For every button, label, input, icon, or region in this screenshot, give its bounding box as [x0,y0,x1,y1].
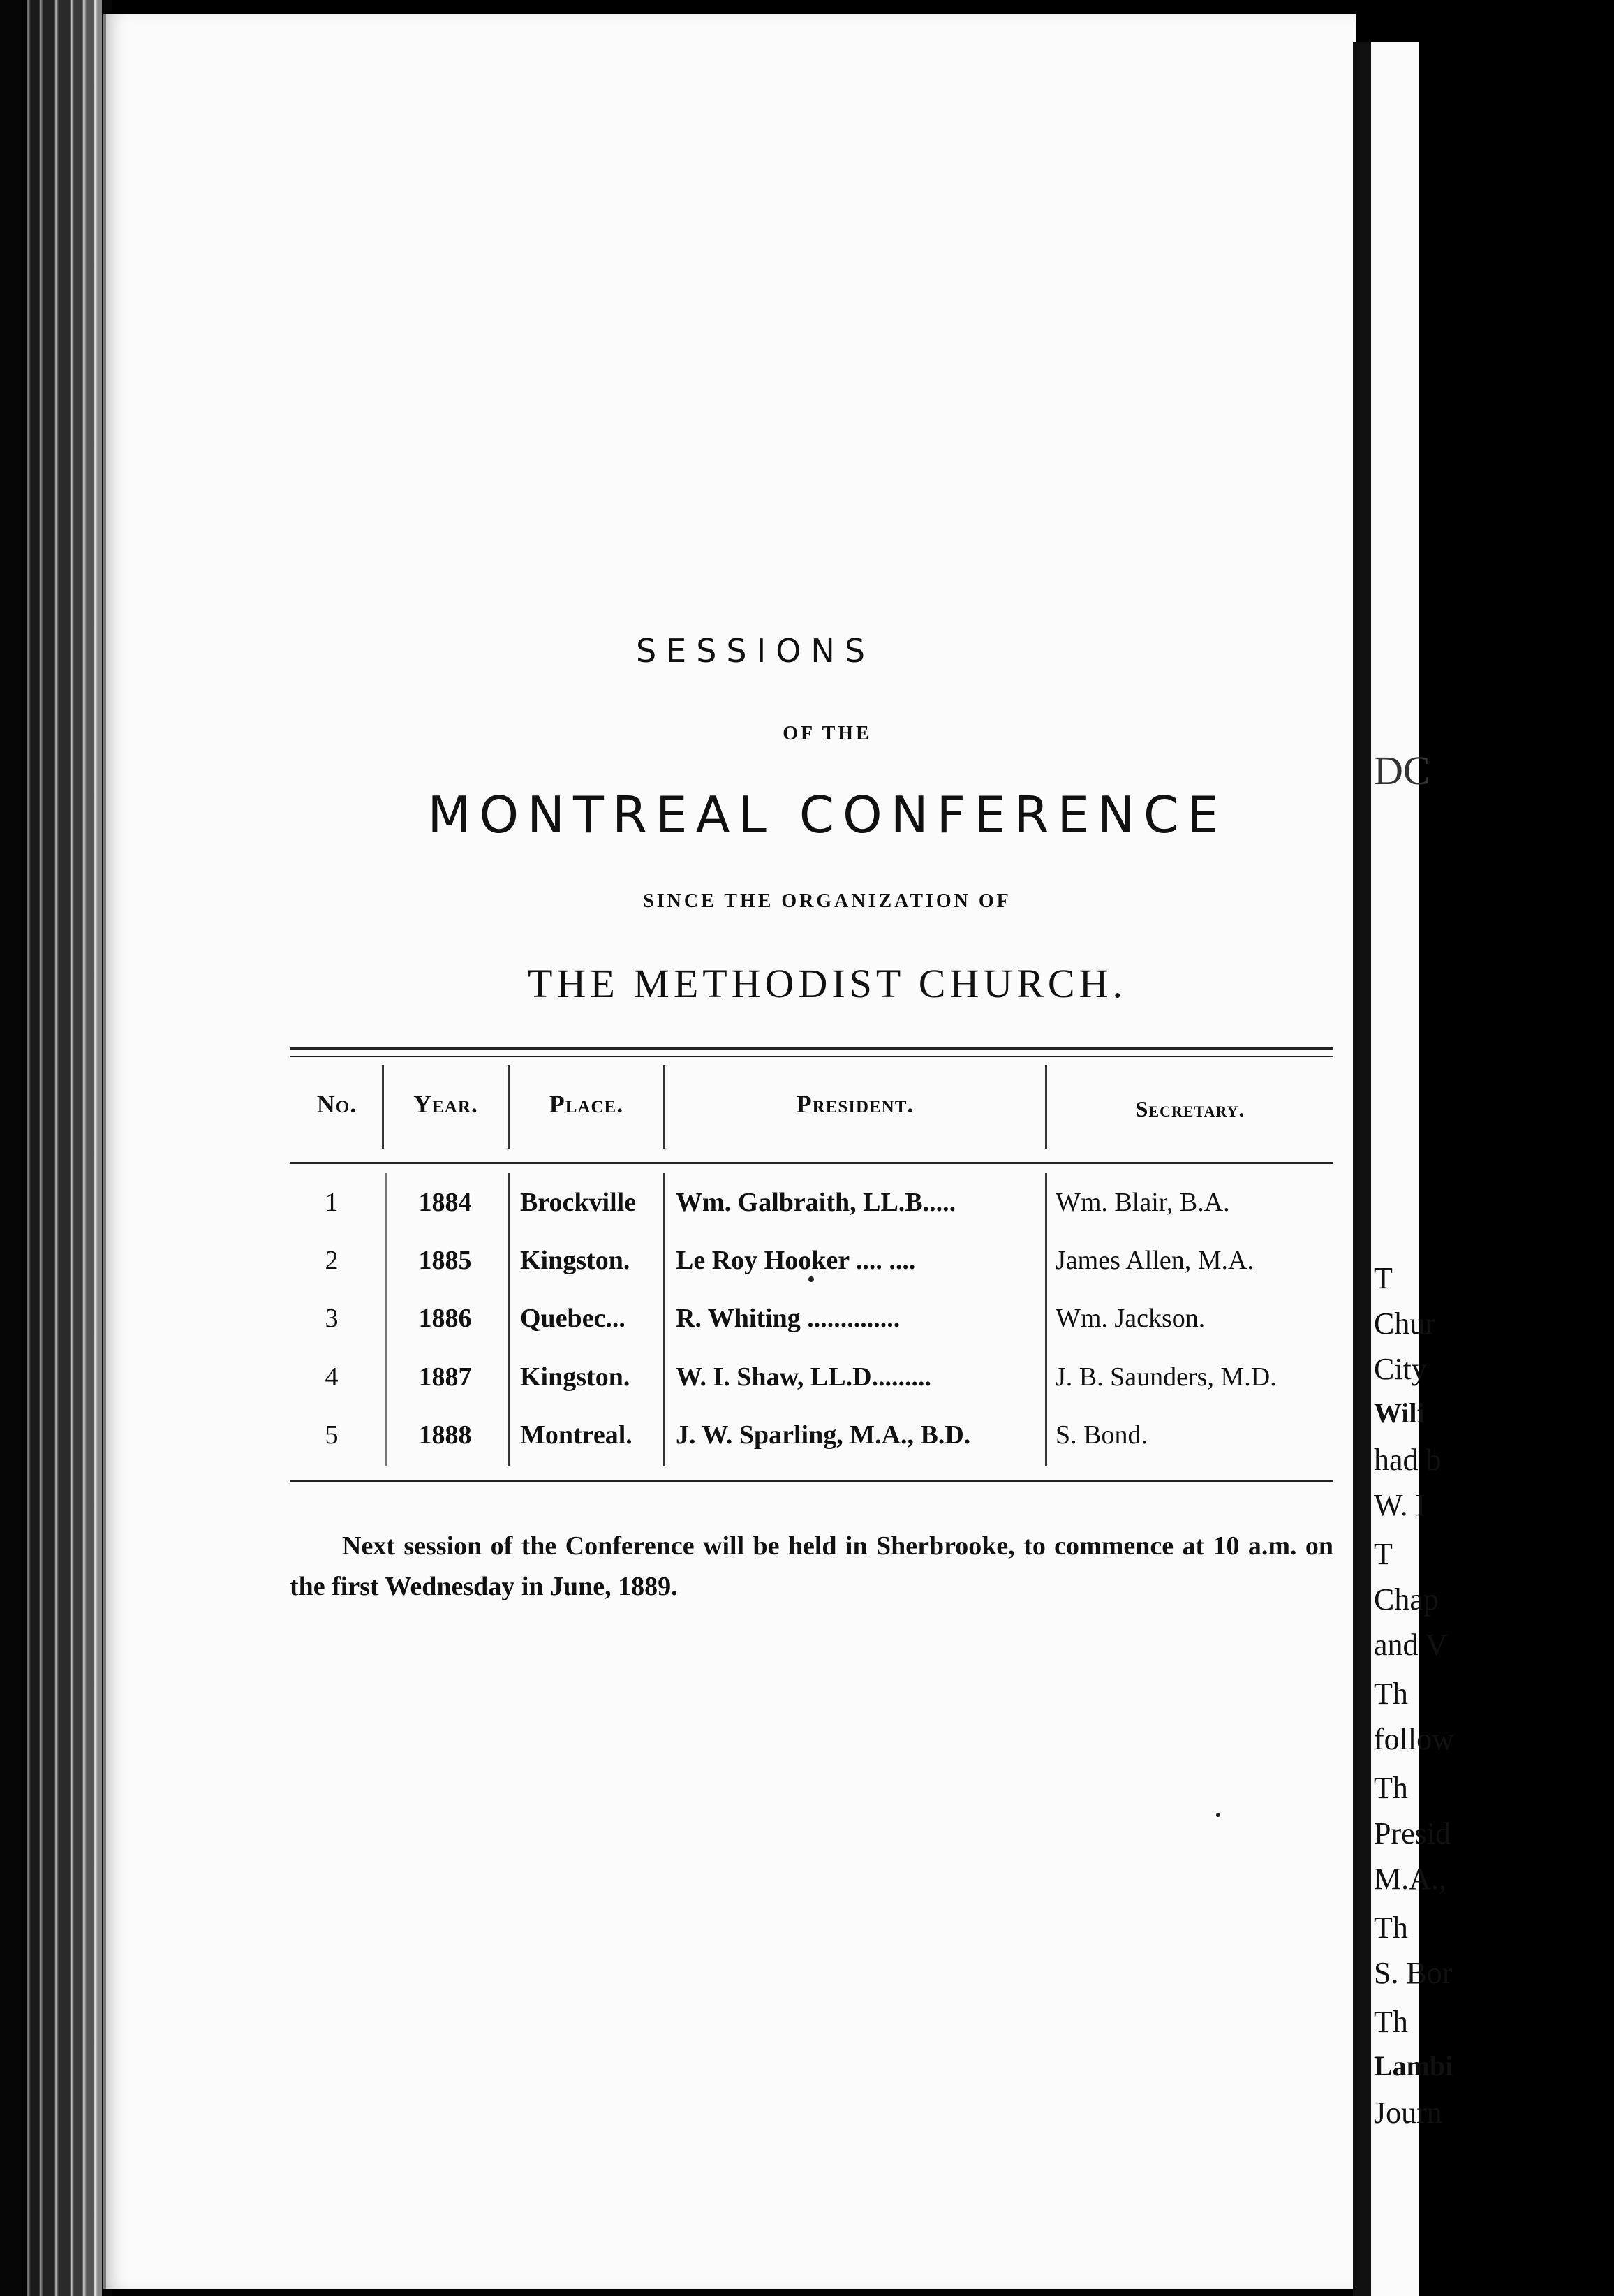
row-president: Le Roy Hooker .... .... [676,1246,916,1275]
facing-page-fragment: Th [1374,1771,1408,1805]
row-president: J. W. Sparling, M.A., B.D. [676,1420,971,1450]
table-top-rule-thin [290,1056,1333,1057]
row-number: 2 [325,1246,339,1275]
book-binding [0,0,112,2296]
table-bottom-rule [290,1480,1333,1482]
row-secretary: S. Bond. [1056,1420,1148,1450]
row-secretary: Wm. Blair, B.A. [1056,1188,1230,1217]
ink-speck [1216,1813,1220,1817]
heading-of-the: OF THE [783,723,872,744]
row-number: 3 [325,1304,339,1333]
row-place: Montreal. [520,1420,632,1450]
facing-page-fragment: T [1374,1537,1393,1571]
row-year: 1888 [418,1420,472,1450]
header-no: No. [316,1090,357,1118]
row-year: 1884 [418,1188,472,1217]
table-top-rule [290,1047,1333,1050]
facing-page-fragment: Presid [1374,1816,1451,1850]
facing-page-fragment: and V [1374,1628,1448,1662]
heading-church: THE METHODIST CHURCH. [528,961,1127,1006]
row-number: 5 [325,1420,339,1450]
facing-page-fragment: Journ [1374,2096,1442,2130]
next-session-note: Next session of the Conference will be held in Sherbrooke, to commence at 10 a.m. on the first Wednesday in June, 1889. [290,1531,1333,1601]
facing-page-fragment: M.A., [1374,1862,1446,1896]
facing-page-fragment: S. Bor [1374,1956,1453,1990]
facing-page [1353,42,1454,2296]
column-divider [508,1173,510,1466]
table-header-rule [290,1162,1333,1164]
row-number: 4 [325,1362,339,1392]
row-president: Wm. Galbraith, LL.B..... [676,1188,956,1217]
row-secretary: James Allen, M.A. [1056,1246,1254,1275]
facing-page-fragment: Chur [1374,1307,1435,1341]
facing-page-fragment: DC [1374,748,1430,793]
facing-page-fragment: City [1374,1352,1427,1386]
left-page [103,14,1356,2289]
row-president: W. I. Shaw, LL.D......... [676,1362,932,1392]
facing-page-fragment: Th [1374,1911,1408,1945]
row-year: 1887 [418,1362,472,1392]
column-divider [663,1173,665,1466]
header-place: Place. [549,1090,624,1118]
facing-page-fragment: Th [1374,1677,1408,1711]
facing-page-fragment: W. I [1374,1488,1426,1522]
header-secretary: Secretary. [1135,1096,1245,1121]
column-divider [1045,1173,1047,1466]
row-place: Kingston. [520,1362,630,1392]
row-number: 1 [325,1188,339,1217]
row-president: R. Whiting .............. [676,1304,901,1333]
row-year: 1885 [418,1246,472,1275]
heading-conference: MONTREAL CONFERENCE [427,786,1227,844]
heading-sessions: SESSIONS [635,632,875,670]
heading-since: SINCE THE ORGANIZATION OF [643,890,1012,912]
facing-page-fragment: Lambi [1374,2050,1453,2082]
facing-page-fragment: Th [1374,2005,1408,2039]
header-year: Year. [413,1090,478,1118]
header-president: President. [796,1090,915,1118]
row-place: Quebec... [520,1304,625,1333]
facing-page-fragment: T [1374,1261,1393,1295]
facing-page-fragment: follow [1374,1722,1454,1756]
row-place: Brockville [520,1188,637,1217]
facing-page-fragment: Wili [1374,1397,1425,1429]
ink-speck [808,1276,814,1282]
row-place: Kingston. [520,1246,630,1275]
facing-page-fragment: had b [1374,1443,1442,1477]
row-secretary: Wm. Jackson. [1056,1304,1206,1333]
row-year: 1886 [418,1304,472,1333]
row-secretary: J. B. Saunders, M.D. [1056,1362,1277,1392]
facing-page-fragment: Chap [1374,1582,1439,1617]
